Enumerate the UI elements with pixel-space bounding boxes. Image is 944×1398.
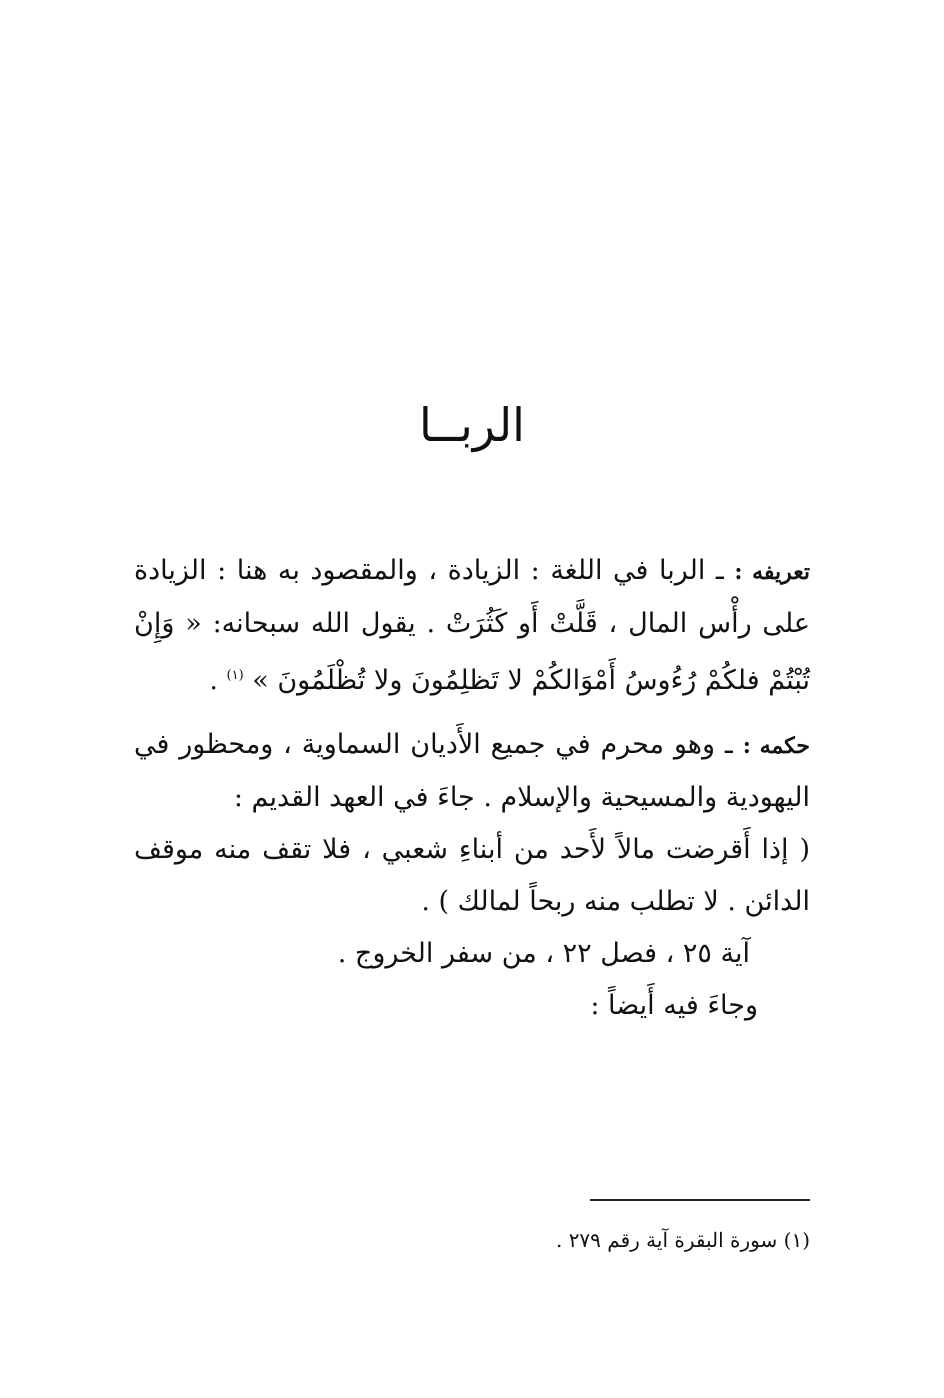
- quran-quote: « وَإِنْ تُبْتُمْ فلكُمْ رُءُوسُ أَمْوَالكُمْ لا تَظلِمُونَ ولا تُظْلَمُونَ »: [134, 608, 810, 696]
- reference-line: آية ٢٥ ، فصل ٢٢ ، من سفر الخروج .: [337, 938, 750, 969]
- page-title: الربــا: [419, 398, 525, 452]
- definition-paragraph: [134, 545, 810, 707]
- ruling-lead: حكمه :: [742, 733, 810, 759]
- footnote-divider: [590, 1199, 810, 1201]
- ruling-text: ـ وهو محرم في جميع الأَديان السماوية ، ومحظور في اليهودية والمسيحية والإسلام . جاءَ في العهد القديم :: [134, 729, 810, 813]
- old-testament-quote: ( إذا أَقرضت مالاً لأَحد من أبناءِ شعبي ، فلا تقف منه موقف الدائن . لا تطلب منه ربحاً لمالك ) .: [134, 834, 810, 917]
- definition-text: ـ الربا في اللغة : الزيادة ، والمقصود به هنا : الزيادة على رأْس المال ، قَلَّتْ أَو كَثُرَتْ . يقول الله سبحانه:: [134, 555, 810, 639]
- footnote-marker: (١): [226, 668, 244, 683]
- footnote: (١) سورة البقرة آية رقم ٢٧٩ .: [555, 1228, 810, 1252]
- ruling-paragraph: [134, 719, 810, 824]
- definition-lead: تعريفه :: [734, 559, 811, 585]
- also-line: وجاءَ فيه أَيضاً :: [590, 990, 758, 1021]
- definition-end: .: [209, 665, 227, 696]
- main-text: [134, 545, 810, 1032]
